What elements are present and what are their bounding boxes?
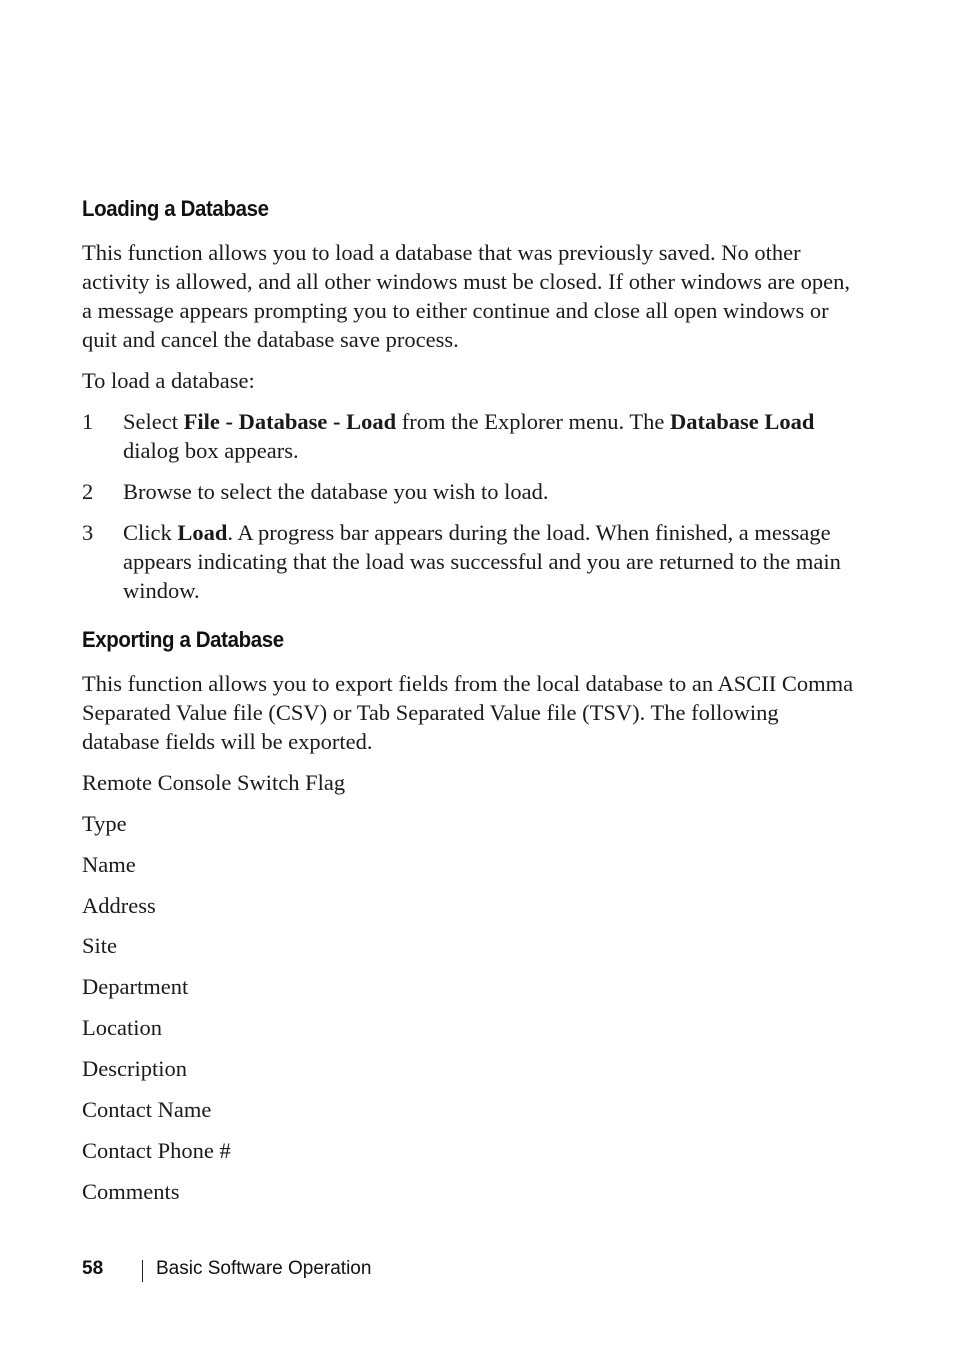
field-list-item: Type	[82, 811, 127, 836]
field-list-item: Department	[82, 974, 189, 999]
field-list-item: Location	[82, 1015, 162, 1040]
step-number: 3	[82, 520, 94, 545]
field-list-item: Contact Name	[82, 1097, 212, 1122]
field-list-item: Remote Console Switch Flag	[82, 770, 346, 795]
step-text: Click Load. A progress bar appears during the load. When finished, a message appears indicating that the load was successful and you are returned to the main window.	[123, 520, 841, 603]
loading-intro-paragraph: This function allows you to load a database that was previously saved. No other activity is allowed, and all other windows must be closed. If other windows are open, a message appears prompting you to either continue and close all open windows or quit and cancel the database save process.	[82, 240, 850, 352]
exporting-intro-paragraph: This function allows you to export fields from the local database to an ASCII Comma Separated Value file (CSV) or Tab Separated Value file (TSV). The following database fields will be exported.	[82, 671, 854, 754]
step-3	[82, 518, 857, 605]
menu-path: File - Database - Load	[183, 409, 397, 434]
step-text: Select File - Database - Load from the Explorer menu. The Database Load dialog box appears.	[123, 409, 815, 463]
page-number: 58	[82, 1258, 104, 1279]
step-1	[82, 407, 857, 465]
section-heading-exporting: Exporting a Database	[82, 627, 284, 652]
section-heading-loading: Loading a Database	[82, 196, 269, 221]
step-2	[82, 477, 857, 506]
button-name: Load	[177, 520, 228, 545]
step-number: 2	[82, 479, 94, 504]
field-list-item: Description	[82, 1056, 187, 1081]
field-list-item: Name	[82, 852, 136, 877]
field-list-item: Site	[82, 933, 118, 958]
step-text: Browse to select the database you wish to load.	[123, 479, 549, 504]
field-list-item: Address	[82, 893, 156, 918]
field-list-item: Contact Phone #	[82, 1138, 231, 1163]
loading-lead-text: To load a database:	[82, 368, 255, 393]
field-list-item: Comments	[82, 1179, 180, 1204]
chapter-title: Basic Software Operation	[156, 1258, 372, 1279]
dialog-name: Database Load	[670, 409, 815, 434]
step-number: 1	[82, 409, 94, 434]
footer-divider	[142, 1260, 143, 1282]
